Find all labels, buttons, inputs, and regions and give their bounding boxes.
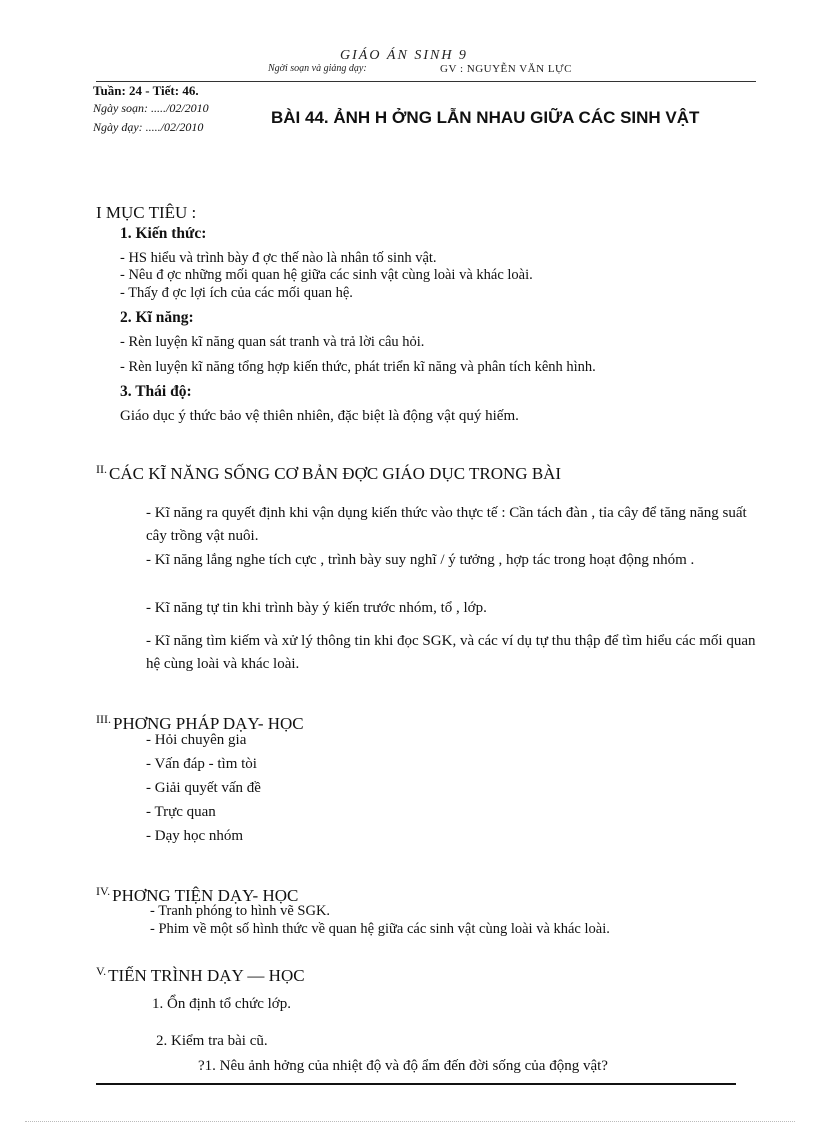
knowledge-item: - Thấy đ ợc lợi ích của các mối quan hệ. [120, 285, 353, 301]
review-question: ?1. Nêu ảnh hởng của nhiệt độ và độ ẩm đến đời sống của động vật? [198, 1058, 608, 1074]
section-5-title: TIẾN TRÌNH DẠY — HỌC [108, 966, 305, 985]
life-skill-item: - Kĩ năng tìm kiếm và xử lý thông tin khi đọc SGK, và các ví dụ tự thu thập để tìm hiểu các mối quan hệ cùng loài và khác loài. [146, 633, 756, 672]
section-3-number: III. [96, 712, 111, 726]
material-item: - Phim về một số hình thức về quan hệ giữa các sinh vật cùng loài và khác loài. [150, 921, 610, 937]
section-3-title: PHƠNG PHÁP DẠY- HỌC [113, 714, 304, 733]
knowledge-item: - Nêu đ ợc những mối quan hệ giữa các sinh vật cùng loài và khác loài. [120, 267, 533, 283]
procedure-item: 1. Ổn định tổ chức lớp. [152, 996, 291, 1012]
method-item: - Vấn đáp - tìm tòi [146, 756, 257, 772]
knowledge-item: - HS hiểu và trình bày đ ợc thế nào là nhân tố sinh vật. [120, 250, 437, 266]
section-2-title: CÁC KĨ NĂNG SỐNG CƠ BẢN ĐỢC GIÁO DỤC TRONG BÀI [109, 464, 562, 483]
document-header-subtitle: Ngời soạn và giảng dạy: [268, 63, 367, 74]
life-skill-item: - Kĩ năng ra quyết định khi vận dụng kiến thức vào thực tế : Cần tách đàn , tỉa cây để tăng năng suất cây trồng vật nuôi. [146, 505, 747, 544]
procedure-item: 2. Kiểm tra bài cũ. [156, 1033, 268, 1049]
section-1-heading: I MỤC TIÊU : [96, 203, 197, 222]
header-divider [96, 81, 756, 82]
teach-date: Ngày dạy: ...../02/2010 [93, 120, 204, 134]
method-item: - Dạy học nhóm [146, 828, 244, 844]
attitude-heading: 3. Thái độ: [120, 383, 192, 400]
lesson-title: BÀI 44. ẢNH H ỞNG LẪN NHAU GIỮA CÁC SINH VẬT [271, 108, 700, 127]
life-skill-item: - Kĩ năng tự tin khi trình bày ý kiến trước nhóm, tổ , lớp. [146, 600, 487, 616]
knowledge-heading: 1. Kiến thức: [120, 225, 207, 242]
teacher-name: GV : NGUYỄN VĂN LỰC [440, 63, 572, 75]
life-skill-item: - Kĩ năng lắng nghe tích cực , trình bày suy nghĩ / ý tưởng , hợp tác trong hoạt động nhóm . [146, 552, 695, 568]
method-item: - Hỏi chuyên gia [146, 732, 247, 748]
page-edge-dotted [25, 1121, 795, 1122]
section-5-number: V. [96, 964, 107, 978]
skills-heading: 2. Kĩ năng: [120, 309, 194, 326]
method-item: - Trực quan [146, 804, 216, 820]
section-4-number: IV. [96, 884, 111, 898]
section-2-number: II. [96, 462, 107, 476]
footer-divider [96, 1083, 736, 1085]
prep-date: Ngày soạn: ...../02/2010 [93, 101, 209, 115]
skills-item: - Rèn luyện kĩ năng quan sát tranh và trả lời câu hỏi. [120, 334, 425, 350]
attitude-text: Giáo dục ý thức bảo vệ thiên nhiên, đặc biệt là động vật quý hiếm. [120, 408, 519, 424]
skills-item: - Rèn luyện kĩ năng tổng hợp kiến thức, phát triển kĩ năng và phân tích kênh hình. [120, 359, 596, 375]
section-5-heading [96, 964, 305, 986]
section-2-heading [96, 462, 561, 484]
document-header-title: GIÁO ÁN SINH 9 [340, 48, 468, 63]
material-item: - Tranh phóng to hình vẽ SGK. [150, 903, 331, 919]
week-period: Tuần: 24 - Tiết: 46. [93, 83, 199, 98]
section-3-heading [96, 712, 304, 734]
method-item: - Giải quyết vấn đề [146, 780, 261, 796]
section-4-title: PHƠNG TIỆN DẠY- HỌC [112, 886, 299, 905]
